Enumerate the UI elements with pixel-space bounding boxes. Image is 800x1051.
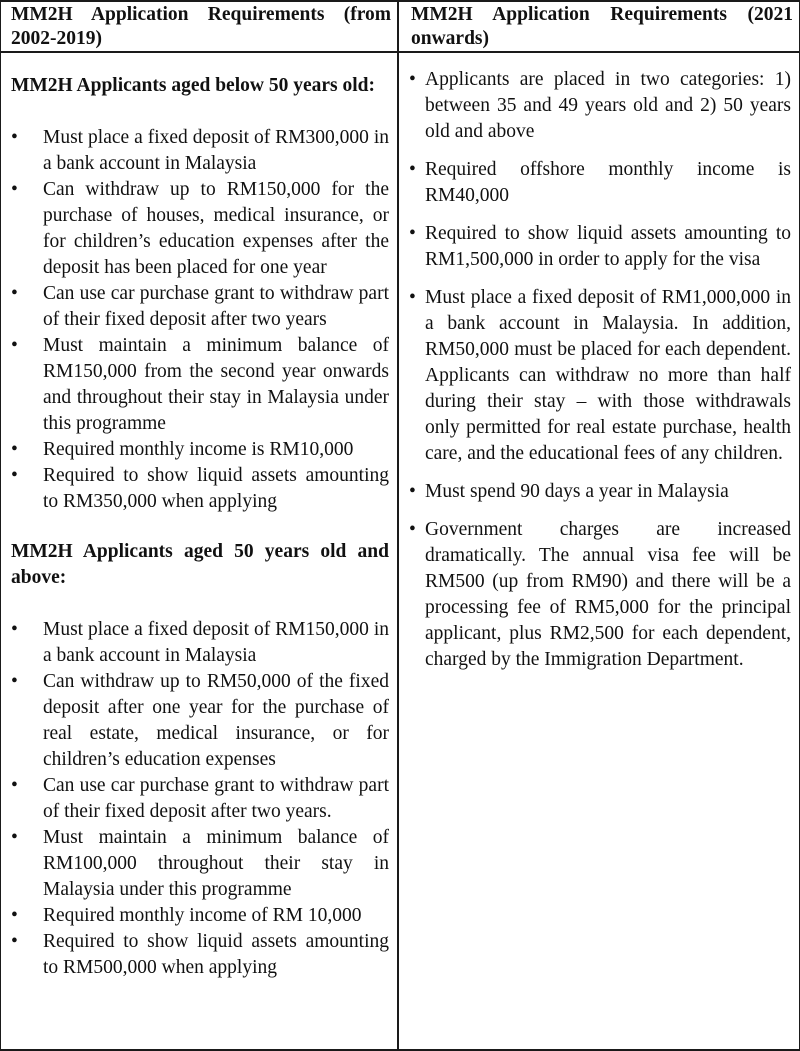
list-item (409, 479, 791, 505)
list-item-text: Required monthly income is RM10,000 (43, 439, 354, 460)
list-item-text: Must maintain a minimum balance of RM150,000 from the second year onwards and throughout their stay in Malaysia under this programme (43, 335, 389, 434)
list-item (11, 669, 389, 773)
list-item-text: Must place a fixed deposit of RM300,000 in a bank account in Malaysia (43, 127, 389, 174)
list-item-text: Required offshore monthly income is RM40,000 (425, 159, 791, 206)
list-item (11, 903, 389, 929)
bullet-icon: • (11, 931, 18, 952)
bullet-icon: • (11, 827, 18, 848)
bullet-icon: • (11, 179, 18, 200)
list-item-text: Government charges are increased dramatically. The annual visa fee will be RM500 (up from RM90) and there will be a processing fee of RM5,000 for the principal applicant, plus RM2,500 for each dependent, charged by the Immigration Department. (425, 519, 791, 670)
list-item-text: Required to show liquid assets amounting to RM500,000 when applying (43, 931, 389, 978)
bullet-icon: • (409, 223, 416, 244)
header-2002-2019: MM2H Application Requirements (from 2002-2019) (1, 2, 399, 53)
list-item-text: Can use car purchase grant to withdraw part of their fixed deposit after two years. (43, 775, 389, 822)
list-item-text: Applicants are placed in two categories: 1) between 35 and 49 years old and 2) 50 years old and above (425, 69, 791, 142)
list-item (11, 125, 389, 177)
list-item-text: Must place a fixed deposit of RM150,000 in a bank account in Malaysia (43, 619, 389, 666)
list-item (409, 67, 791, 145)
list-item (11, 773, 389, 825)
bullet-icon: • (11, 335, 18, 356)
bullet-icon: • (409, 69, 416, 90)
bullet-icon: • (409, 287, 416, 308)
group-title-below-50: MM2H Applicants aged below 50 years old: (11, 75, 375, 96)
bullet-icon: • (11, 619, 18, 640)
list-item-text: Must place a fixed deposit of RM1,000,000 in a bank account in Malaysia. In addition, RM50,000 must be placed for each dependent. Applicants can withdraw no more than half during their stay – with those withdrawals only permitted for real estate purchase, health care, and the educational fees of any children. (425, 287, 791, 464)
list-item (11, 437, 389, 463)
list-item (409, 517, 791, 673)
bullet-icon: • (409, 519, 416, 540)
list-item (11, 463, 389, 515)
list-item-text: Must maintain a minimum balance of RM100,000 throughout their stay in Malaysia under this programme (43, 827, 389, 900)
bullet-icon: • (409, 481, 416, 502)
group-title-50-and-above: MM2H Applicants aged 50 years old and above: (11, 541, 389, 588)
bullet-icon: • (11, 671, 18, 692)
bullet-icon: • (11, 127, 18, 148)
list-item (409, 157, 791, 209)
header-2021-onwards: MM2H Application Requirements (2021 onwards) (399, 2, 799, 53)
column-2002-2019 (1, 53, 399, 1049)
list-item-text: Required to show liquid assets amounting to RM1,500,000 in order to apply for the visa (425, 223, 791, 270)
list-item (409, 221, 791, 273)
list-item-text: Can withdraw up to RM50,000 of the fixed deposit after one year for the purchase of real estate, medical insurance, or for children’s education expenses (43, 671, 389, 770)
list-item (11, 281, 389, 333)
list-50-and-above (11, 617, 389, 981)
list-item (11, 333, 389, 437)
list-item (11, 617, 389, 669)
bullet-icon: • (11, 775, 18, 796)
list-item-text: Can use car purchase grant to withdraw part of their fixed deposit after two years (43, 283, 389, 330)
list-item (11, 177, 389, 281)
list-item-text: Can withdraw up to RM150,000 for the purchase of houses, medical insurance, or for children’s education expenses after the deposit has been placed for one year (43, 179, 389, 278)
bullet-icon: • (11, 439, 18, 460)
list-item (409, 285, 791, 467)
bullet-icon: • (11, 465, 18, 486)
bullet-icon: • (409, 159, 416, 180)
list-item (11, 825, 389, 903)
list-2021-onwards (409, 67, 791, 673)
list-item-text: Required to show liquid assets amounting to RM350,000 when applying (43, 465, 389, 512)
list-item-text: Required monthly income of RM 10,000 (43, 905, 362, 926)
list-below-50 (11, 125, 389, 515)
list-item-text: Must spend 90 days a year in Malaysia (425, 481, 729, 502)
bullet-icon: • (11, 283, 18, 304)
list-item (11, 929, 389, 981)
column-2021-onwards (399, 53, 799, 1049)
bullet-icon: • (11, 905, 18, 926)
